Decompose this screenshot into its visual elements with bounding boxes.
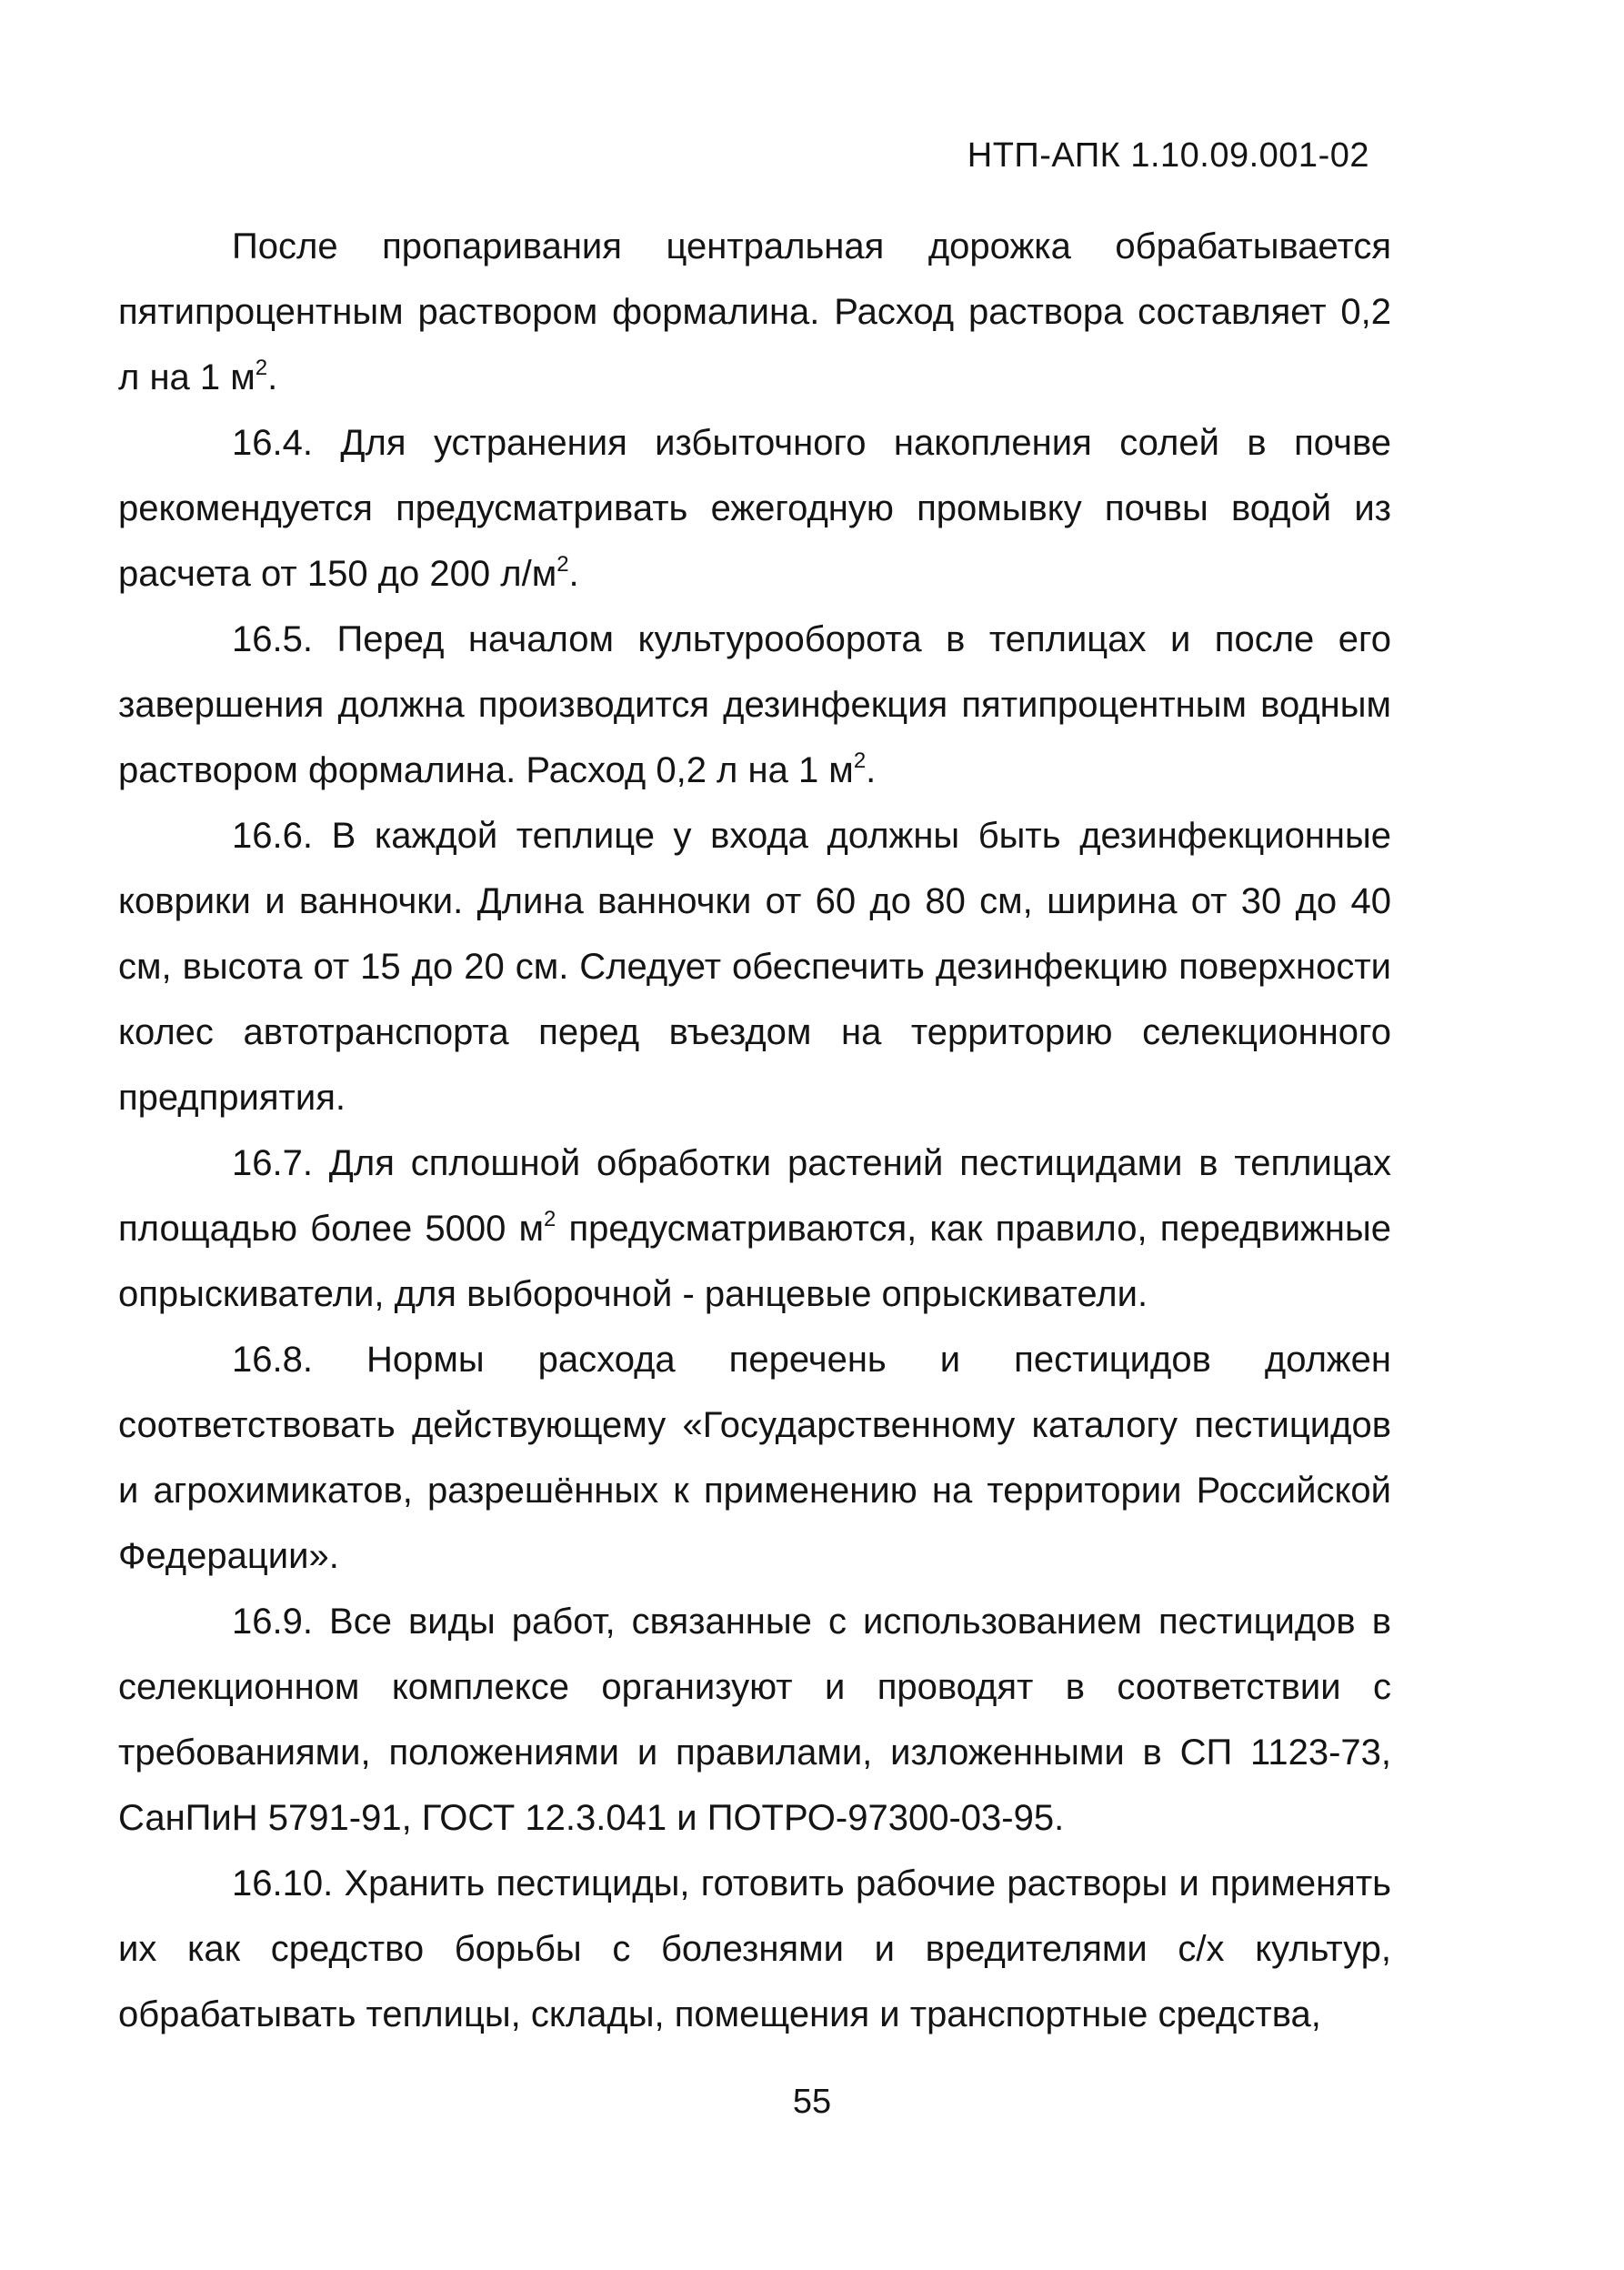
- paragraph-16-4: [118, 410, 1391, 607]
- paragraph-16-9: 16.9. Все виды работ, связанные с использованием пестицидов в селекционном комплексе организуют и проводят в соответствии с требованиями, положениями и правилами, изложенными в СП 1123-73, СанПиН 5791-91, ГОСТ 12.3.041 и ПОТРО-97300-03-95.: [118, 1602, 1391, 1838]
- paragraph-16-10: 16.10. Хранить пестициды, готовить рабочие растворы и применять их как средство борьбы с болезнями и вредителями с/х культур, обрабатывать теплицы, склады, помещения и транспортные средства,: [118, 1863, 1391, 2034]
- paragraph-16-7: [118, 1130, 1391, 1327]
- paragraph-16-6: 16.6. В каждой теплице у входа должны быть дезинфекционные коврики и ванночки. Длина ванночки от 60 до 80 см, ширина от 30 до 40 см, высота от 15 до 20 см. Следует обеспечить дезинфекцию поверхности колес автотранспорта перед въездом на территорию селекционного предприятия.: [118, 816, 1391, 1118]
- paragraph-intro: [118, 214, 1391, 410]
- paragraph-text-tail: предусматриваются, как правило, передвижные опрыскиватели, для выборочной - ранцевые опрыскиватели.: [118, 1209, 1391, 1314]
- superscript: 2: [255, 355, 268, 380]
- superscript: 2: [544, 1206, 556, 1231]
- paragraph-16-5: [118, 607, 1391, 803]
- page-number: 55: [792, 2083, 832, 2121]
- paragraph-text-tail: .: [866, 750, 877, 790]
- paragraph-16-8: 16.8. Нормы расхода перечень и пестицидов должен соответствовать действующему «Государственному каталогу пестицидов и агрохимикатов, разрешённых к применению на территории Российской Федерации».: [118, 1340, 1391, 1576]
- paragraph-text-tail: .: [568, 554, 579, 594]
- paragraph-text: 16.4. Для устранения избыточного накопления солей в почве рекомендуется предусматривать ежегодную промывку почвы водой из расчета от 150 до 200 л/м: [118, 423, 1391, 594]
- superscript: 2: [853, 748, 867, 773]
- document-code-header: НТП-АПК 1.10.09.001-02: [967, 136, 1369, 175]
- paragraph-text-tail: .: [267, 357, 278, 397]
- paragraph-text: 16.7. Для сплошной обработки растений пестицидами в теплицах площадью более 5000 м: [118, 1143, 1391, 1249]
- paragraph-text: После пропаривания центральная дорожка обрабатывается пятипроцентным раствором формалина. Расход раствора составляет 0,2 л на 1 м: [118, 226, 1391, 397]
- document-body: [118, 214, 1391, 2047]
- paragraph-text: 16.5. Перед началом культурооборота в теплицах и после его завершения должна производится дезинфекция пятипроцентным водным раствором формалина. Расход 0,2 л на 1 м: [118, 619, 1391, 790]
- superscript: 2: [556, 551, 569, 577]
